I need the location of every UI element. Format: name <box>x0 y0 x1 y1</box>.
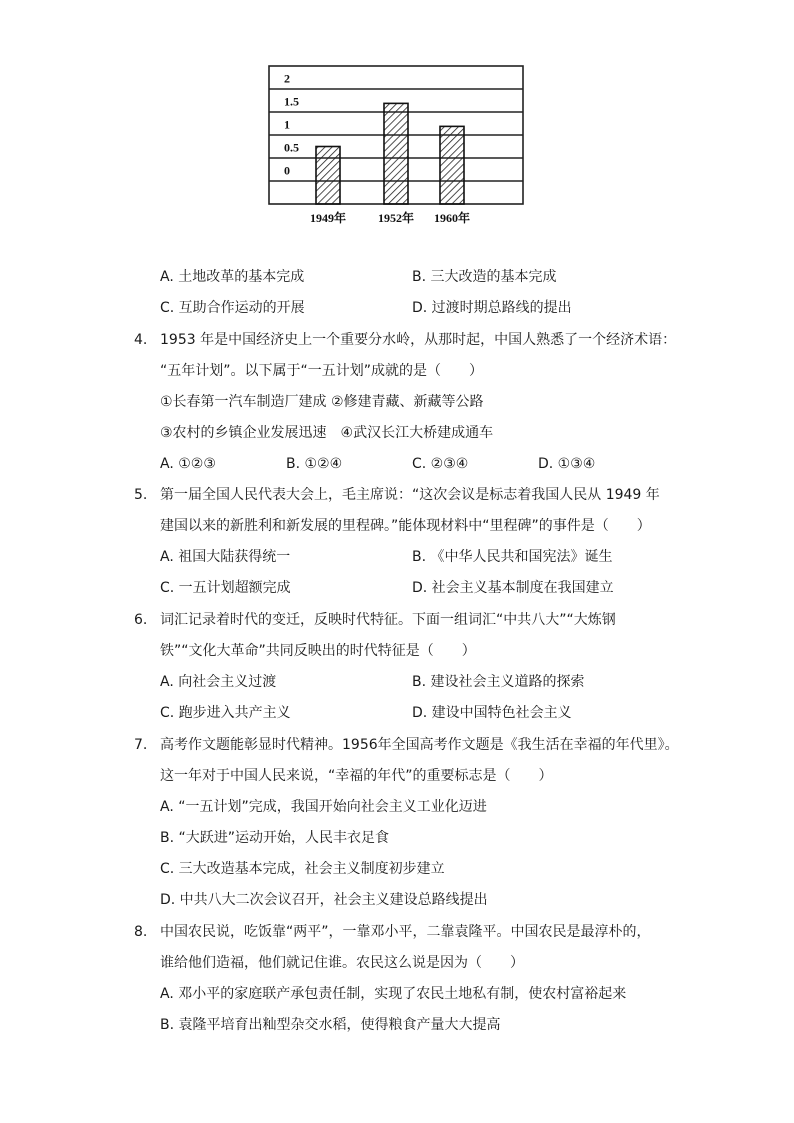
q5-stem-line2: 建国以来的新胜利和新发展的里程碑。”能体现材料中“里程碑”的事件是（ ） <box>160 518 651 534</box>
q7-option-c[interactable]: C. 三大改造基本完成，社会主义制度初步建立 <box>160 861 445 877</box>
q3-option-b[interactable]: B. 三大改造的基本完成 <box>412 269 557 285</box>
q4-items-line1: ①长春第一汽车制造厂建成 ②修建青藏、新藏等公路 <box>160 394 484 410</box>
q7-stem-line1: 高考作文题能彰显时代精神。1956年全国高考作文题是《我生活在幸福的年代里》。 <box>160 737 679 753</box>
q5-stem-line1: 第一届全国人民代表大会上，毛主席说：“这次会议是标志着我国人民从 1949 年 <box>160 487 660 503</box>
q4-option-a[interactable]: A. ①②③ <box>160 456 216 472</box>
bar <box>316 147 340 205</box>
bar <box>440 126 464 204</box>
y-tick-label: 1.5 <box>284 94 299 109</box>
q3-option-c[interactable]: C. 互助合作运动的开展 <box>160 300 305 316</box>
q4-option-c[interactable]: C. ②③④ <box>412 456 469 472</box>
q6-option-a[interactable]: A. 向社会主义过渡 <box>160 674 277 690</box>
q7-stem-line2: 这一年对于中国人民来说，“幸福的年代”的重要标志是（ ） <box>160 768 553 784</box>
q8-stem-line2: 谁给他们造福，他们就记住谁。农民这么说是因为（ ） <box>160 955 524 971</box>
x-tick-label: 1949年 <box>309 211 347 225</box>
q8-option-a[interactable]: A. 邓小平的家庭联产承包责任制，实现了农民土地私有制，使农村富裕起来 <box>160 986 627 1002</box>
y-tick-label: 0.5 <box>284 140 299 155</box>
q8-number: 8. <box>134 924 148 940</box>
y-tick-label: 1 <box>284 117 290 132</box>
q6-stem-line2: 铁”“文化大革命”共同反映出的时代特征是（ ） <box>160 643 476 659</box>
q4-number: 4. <box>134 332 148 348</box>
q8-option-b[interactable]: B. 袁隆平培育出籼型杂交水稻，使得粮食产量大大提高 <box>160 1017 501 1033</box>
q5-option-b[interactable]: B. 《中华人民共和国宪法》诞生 <box>412 549 613 565</box>
q7-option-d[interactable]: D. 中共八大二次会议召开，社会主义建设总路线提出 <box>160 892 488 908</box>
q6-number: 6. <box>134 612 148 628</box>
q3-option-d[interactable]: D. 过渡时期总路线的提出 <box>412 300 572 316</box>
x-tick-label: 1952年 <box>377 211 415 225</box>
y-tick-label: 2 <box>284 71 290 86</box>
q5-number: 5. <box>134 487 148 503</box>
y-tick-label: 0 <box>284 163 290 178</box>
q6-option-c[interactable]: C. 跑步进入共产主义 <box>160 705 291 721</box>
q4-items-line2: ③农村的乡镇企业发展迅速 ④武汉长江大桥建成通车 <box>160 425 494 441</box>
q5-option-a[interactable]: A. 祖国大陆获得统一 <box>160 549 291 565</box>
q6-option-b[interactable]: B. 建设社会主义道路的探索 <box>412 674 585 690</box>
q8-stem-line1: 中国农民说，吃饭靠“两平”，一靠邓小平，二靠袁隆平。中国农民是最淳朴的， <box>160 924 651 940</box>
q6-option-d[interactable]: D. 建设中国特色社会主义 <box>412 705 572 721</box>
q7-option-b[interactable]: B. “大跃进”运动开始，人民丰衣足食 <box>160 830 390 846</box>
q4-stem-line1: 1953 年是中国经济史上一个重要分水岭，从那时起，中国人熟悉了一个经济术语： <box>160 332 677 348</box>
q3-option-a[interactable]: A. 土地改革的基本完成 <box>160 269 305 285</box>
q5-option-d[interactable]: D. 社会主义基本制度在我国建立 <box>412 580 614 596</box>
bar-chart-svg <box>268 62 528 232</box>
q4-option-b[interactable]: B. ①②④ <box>286 456 343 472</box>
q7-number: 7. <box>134 737 148 753</box>
x-tick-label: 1960年 <box>433 211 471 225</box>
q6-stem-line1: 词汇记录着时代的变迁，反映时代特征。下面一组词汇“中共八大”“大炼钢 <box>160 612 616 628</box>
q7-option-a[interactable]: A. “一五计划”完成，我国开始向社会主义工业化迈进 <box>160 799 487 815</box>
bar <box>384 103 408 204</box>
bar-chart <box>268 62 528 232</box>
q5-option-c[interactable]: C. 一五计划超额完成 <box>160 580 291 596</box>
q4-option-d[interactable]: D. ①③④ <box>538 456 596 472</box>
q4-stem-line2: “五年计划”。以下属于“一五计划”成就的是（ ） <box>160 363 484 379</box>
